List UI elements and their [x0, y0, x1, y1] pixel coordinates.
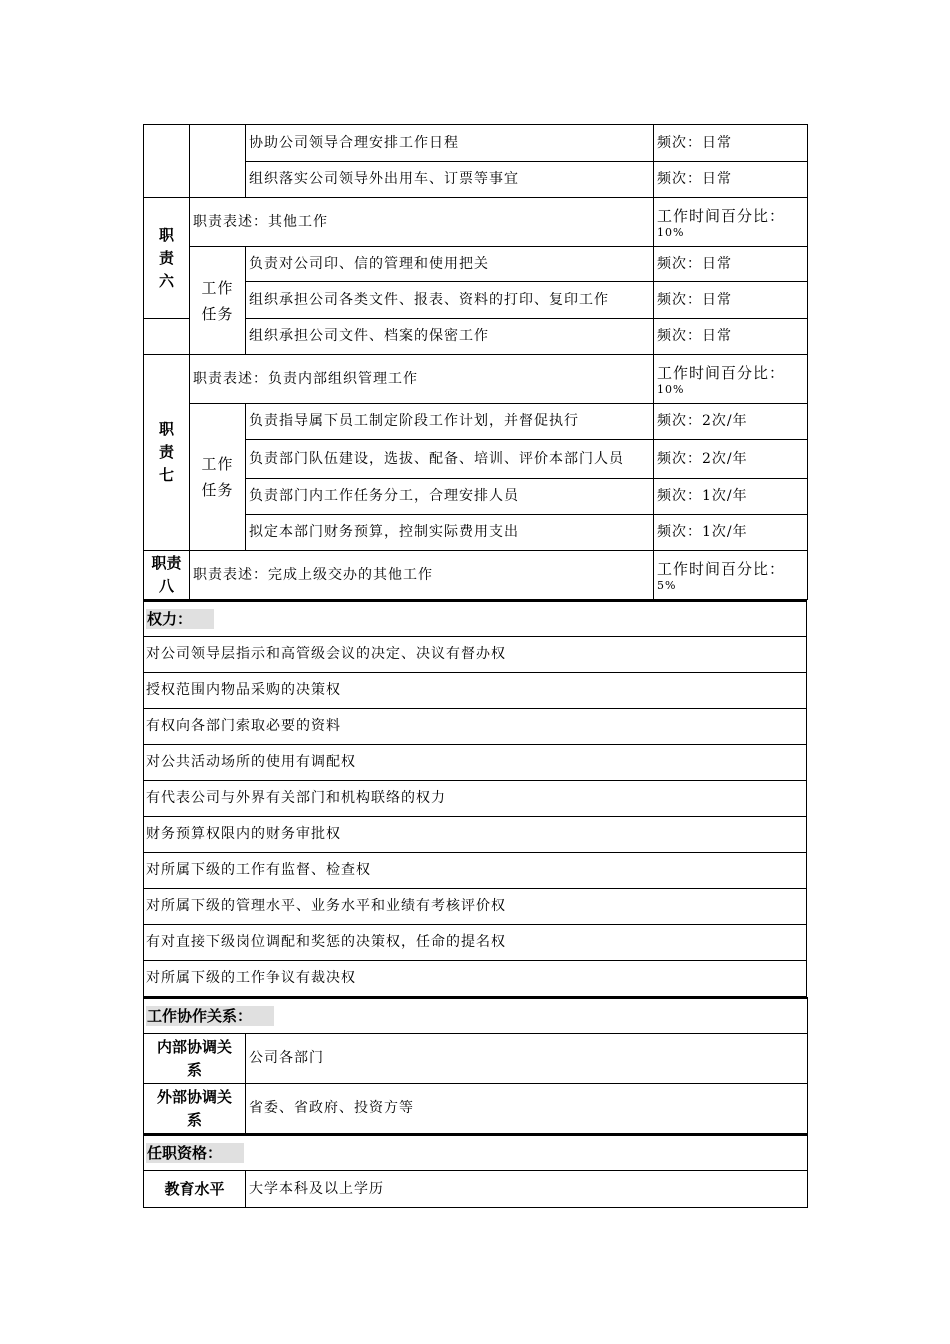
authority-item — [144, 925, 807, 961]
internal-relation-value: 公司各部门 — [246, 1034, 808, 1084]
task-text: 协助公司领导合理安排工作日程 — [246, 125, 654, 162]
task-frequency: 频次：2次/年 — [654, 404, 808, 440]
task-frequency: 频次：2次/年 — [654, 440, 808, 479]
authority-item — [144, 961, 807, 997]
task-text: 组织承担公司文件、档案的保密工作 — [246, 319, 654, 355]
authority-item — [144, 889, 807, 925]
time-percentage-label: 工作时间百分比： — [657, 559, 786, 578]
authority-item-text: 有权向各部门索取必要的资料 — [144, 709, 807, 745]
authority-item-text: 财务预算权限内的财务审批权 — [144, 817, 807, 853]
external-relation-label: 外部协调关 系 — [144, 1084, 246, 1134]
authority-item-text: 对所属下级的工作争议有裁决权 — [144, 961, 807, 997]
tasks-label: 工作 任务 — [190, 247, 246, 355]
task-text: 组织承担公司各类文件、报表、资料的打印、复印工作 — [246, 282, 654, 319]
time-percentage-label: 工作时间百分比： — [657, 363, 786, 382]
duties-table — [143, 124, 808, 600]
education-label: 教育水平 — [144, 1171, 246, 1208]
duty-label-cell — [144, 319, 190, 355]
tasks-label: 工作 任务 — [190, 404, 246, 551]
duty-label-cell — [144, 125, 190, 198]
task-text: 负责部门队伍建设，选拔、配备、培训、评价本部门人员 — [246, 440, 654, 479]
authority-section-title: 权力： — [144, 601, 807, 637]
authority-item — [144, 817, 807, 853]
task-frequency: 频次：日常 — [654, 162, 808, 198]
duty-statement: 职责表述：完成上级交办的其他工作 — [190, 551, 654, 600]
authority-item-text: 对公共活动场所的使用有调配权 — [144, 745, 807, 781]
qualifications-section-title: 任职资格： — [144, 1135, 808, 1171]
authority-item-text: 有对直接下级岗位调配和奖惩的决策权，任命的提名权 — [144, 925, 807, 961]
authority-item — [144, 853, 807, 889]
task-row — [144, 125, 808, 162]
relations-table — [143, 997, 808, 1134]
task-frequency: 频次：1次/年 — [654, 515, 808, 551]
duty-statement: 职责表述：负责内部组织管理工作 — [190, 355, 654, 404]
duty-seven-label: 职 责 七 — [144, 355, 190, 551]
duty-time-percentage — [654, 551, 808, 600]
authority-table — [143, 600, 807, 997]
authority-item — [144, 637, 807, 673]
external-relation-value: 省委、省政府、投资方等 — [246, 1084, 808, 1134]
time-percentage-label: 工作时间百分比： — [657, 206, 786, 225]
time-percentage-value: 10% — [657, 225, 685, 239]
duty-statement-row — [144, 355, 808, 404]
time-percentage-value: 10% — [657, 382, 685, 396]
relation-row — [144, 1084, 808, 1134]
relation-row — [144, 1034, 808, 1084]
tasks-label-cell — [190, 125, 246, 198]
task-frequency: 频次：日常 — [654, 125, 808, 162]
task-frequency: 频次：日常 — [654, 247, 808, 282]
task-text: 负责指导属下员工制定阶段工作计划，并督促执行 — [246, 404, 654, 440]
internal-relation-label: 内部协调关 系 — [144, 1034, 246, 1084]
qualifications-table — [143, 1134, 808, 1208]
authority-item-text: 对所属下级的工作有监督、检查权 — [144, 853, 807, 889]
task-frequency: 频次：日常 — [654, 319, 808, 355]
authority-item — [144, 745, 807, 781]
section-header — [144, 601, 807, 637]
duty-statement: 职责表述：其他工作 — [190, 198, 654, 247]
job-description-page — [143, 124, 807, 1208]
qualification-row — [144, 1171, 808, 1208]
time-percentage-value: 5% — [657, 578, 677, 592]
task-frequency: 频次：1次/年 — [654, 479, 808, 515]
duty-time-percentage — [654, 198, 808, 247]
authority-item-text: 有代表公司与外界有关部门和机构联络的权力 — [144, 781, 807, 817]
relations-section-title: 工作协作关系： — [144, 998, 808, 1034]
authority-item-text: 对所属下级的管理水平、业务水平和业绩有考核评价权 — [144, 889, 807, 925]
authority-item — [144, 781, 807, 817]
task-frequency: 频次：日常 — [654, 282, 808, 319]
task-text: 组织落实公司领导外出用车、订票等事宜 — [246, 162, 654, 198]
task-text: 拟定本部门财务预算，控制实际费用支出 — [246, 515, 654, 551]
authority-item-text: 授权范围内物品采购的决策权 — [144, 673, 807, 709]
duty-eight-label: 职责 八 — [144, 551, 190, 600]
task-row — [144, 247, 808, 282]
education-value: 大学本科及以上学历 — [246, 1171, 808, 1208]
duty-statement-row — [144, 198, 808, 247]
section-header — [144, 1135, 808, 1171]
authority-item — [144, 709, 807, 745]
authority-item — [144, 673, 807, 709]
authority-item-text: 对公司领导层指示和高管级会议的决定、决议有督办权 — [144, 637, 807, 673]
task-text: 负责部门内工作任务分工，合理安排人员 — [246, 479, 654, 515]
duty-six-label: 职 责 六 — [144, 198, 190, 319]
section-header — [144, 998, 808, 1034]
duty-time-percentage — [654, 355, 808, 404]
task-row — [144, 404, 808, 440]
task-text: 负责对公司印、信的管理和使用把关 — [246, 247, 654, 282]
authority-list — [144, 637, 807, 997]
duty-statement-row — [144, 551, 808, 600]
